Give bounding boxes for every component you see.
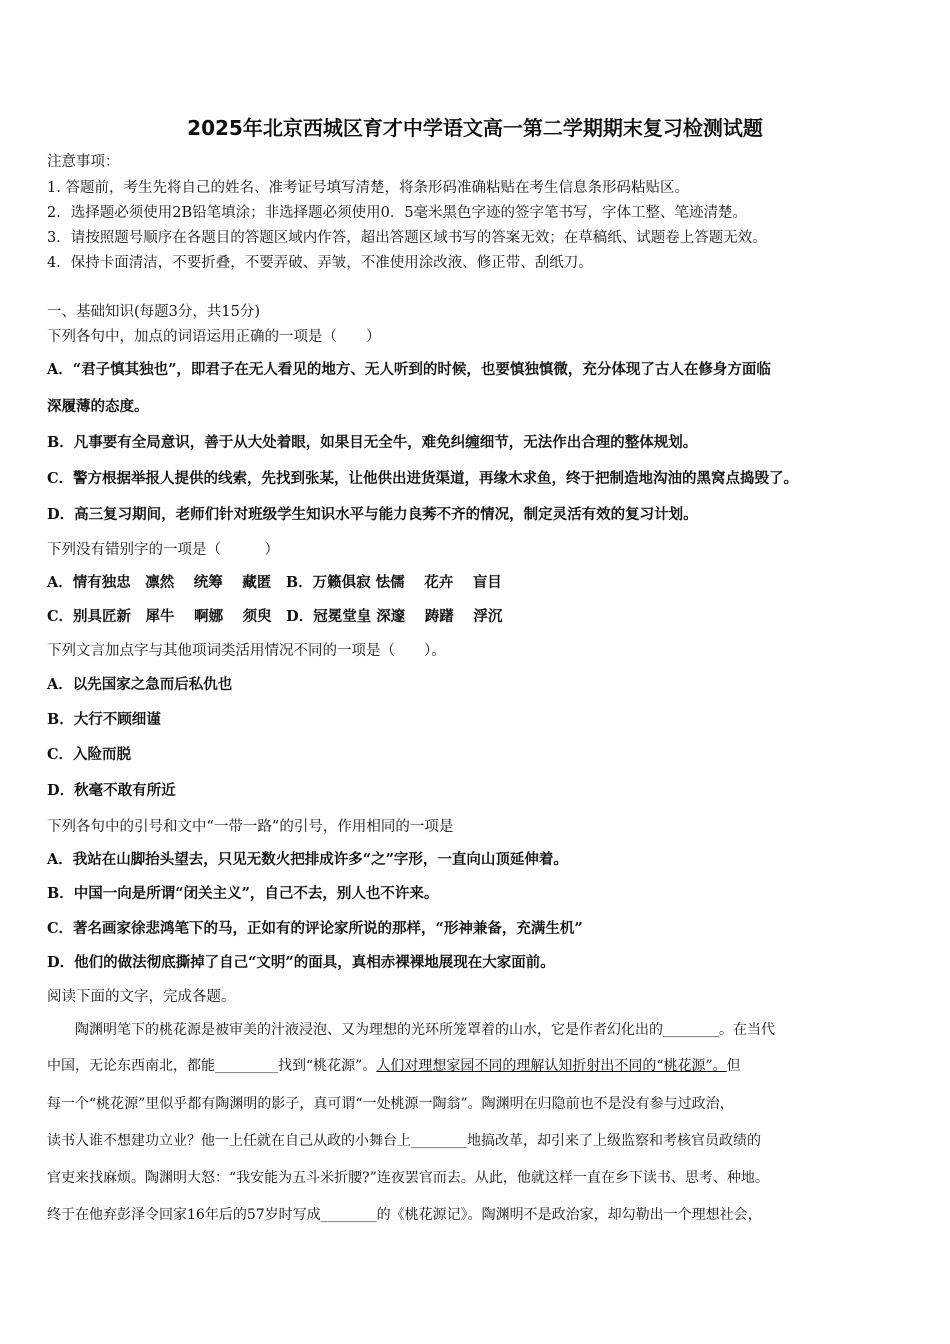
- question-2-options-cd: C．别具匠新 犀牛 啊娜 须臾 D．冠冕堂皇 深邃 踌躇 浮沉: [47, 608, 503, 625]
- passage-line-4: 读书人谁不想建功立业？他一上任就在自己从政的小舞台上________地搞改革，却引来了上级监察和考核官员政绩的: [47, 1133, 761, 1149]
- question-3-option-d: D．秋毫不敢有所近: [47, 782, 176, 799]
- question-1-option-b: B．凡事要有全局意识，善于从大处着眼，如果目无全牛，难免纠缠细节，无法作出合理的整体规划。: [47, 434, 698, 451]
- question-3-option-b: B．大行不顾细谨: [47, 711, 161, 728]
- passage-underlined-sentence: 人们对理想家园不同的理解认知折射出不同的“桃花源”。: [376, 1058, 727, 1074]
- question-1-option-a-line2: 深履薄的态度。: [47, 398, 149, 415]
- passage-line-2-start: 中国，无论东西南北，都能_________找到“桃花源”。: [47, 1058, 377, 1074]
- passage-line-1: 陶渊明笔下的桃花源是被审美的汁液浸泡、又为理想的光环所笼罩着的山水，它是作者幻化出的________。在当代: [47, 1022, 775, 1038]
- notice-item-4: 4．保持卡面清洁，不要折叠，不要弄破、弄皱，不准使用涂改液、修正带、刮纸刀。: [47, 255, 593, 271]
- section-heading: 一、基础知识(每题3分，共15分): [47, 304, 260, 320]
- question-2-options-ab: A．情有独忠 凛然 统筹 藏匿 B．万籁俱寂 怯儒 花卉 盲目: [47, 574, 502, 591]
- notice-item-1: 1. 答题前，考生先将自己的姓名、准考证号填写清楚，将条形码准确粘贴在考生信息条形码粘贴区。: [47, 180, 689, 196]
- passage-line-2: [47, 1056, 905, 1076]
- question-2-stem: 下列没有错别字的一项是（ ）: [47, 542, 279, 558]
- question-4-stem: 下列各句中的引号和文中“一带一路”的引号，作用相同的一项是: [47, 819, 454, 835]
- question-4-option-c: C．著名画家徐悲鸿笔下的马，正如有的评论家所说的那样，“形神兼备，充满生机”: [47, 920, 583, 937]
- question-4-option-b: B．中国一向是所谓“闭关主义”，自己不去，别人也不许来。: [47, 885, 439, 902]
- notice-heading: 注意事项：: [47, 154, 120, 170]
- question-1-option-a-line1: A．“君子慎其独也”，即君子在无人看见的地方、无人听到的时候，也要慎独慎微，充分体现了古人在修身方面临: [47, 361, 771, 378]
- question-4-option-d: D．他们的做法彻底撕掉了自己“文明”的面具，真相赤裸裸地展现在大家面前。: [47, 954, 555, 971]
- passage-line-5: 官吏来找麻烦。陶渊明大怒：“我安能为五斗米折腰?”连夜罢官而去。从此，他就这样一直在乡下读书、思考、种地。: [47, 1170, 769, 1186]
- notice-item-2: 2．选择题必须使用2B铅笔填涂；非选择题必须使用0．5毫米黑色字迹的签字笔书写，字体工整、笔迹清楚。: [47, 205, 748, 221]
- question-3-option-c: C．入险而脱: [47, 746, 132, 763]
- page-title: 2025年北京西城区育才中学语文高一第二学期期末复习检测试题: [187, 116, 763, 140]
- question-3-stem: 下列文言加点字与其他项词类活用情况不同的一项是（ ）。: [47, 643, 446, 659]
- question-1-stem: 下列各句中，加点的词语运用正确的一项是（ ）: [47, 329, 381, 345]
- notice-item-3: 3．请按照题号顺序在各题目的答题区域内作答，超出答题区域书写的答案无效；在草稿纸、试题卷上答题无效。: [47, 230, 767, 246]
- question-1-option-d: D．高三复习期间，老师们针对班级学生知识水平与能力良莠不齐的情况，制定灵活有效的复习计划。: [47, 506, 698, 523]
- passage-line-2-end: 但: [726, 1058, 741, 1074]
- passage-line-3: 每一个“桃花源”里似乎都有陶渊明的影子，真可谓“一处桃源一陶翁”。陶渊明在归隐前也不是没有参与过政治，: [47, 1096, 734, 1112]
- question-4-option-a: A．我站在山脚抬头望去，只见无数火把排成许多“之”字形，一直向山顶延伸着。: [47, 851, 568, 868]
- passage-line-6: 终于在他弃彭泽令回家16年后的57岁时写成________的《桃花源记》。陶渊明不是政治家，却勾勒出一个理想社会，: [47, 1207, 762, 1223]
- question-1-option-c: C．警方根据举报人提供的线索，先找到张某，让他供出进货渠道，再缘木求鱼，终于把制造地沟油的黑窝点捣毁了。: [47, 470, 799, 487]
- question-3-option-a: A．以先国家之急而后私仇也: [47, 676, 233, 693]
- reading-instruction: 阅读下面的文字，完成各题。: [47, 989, 236, 1005]
